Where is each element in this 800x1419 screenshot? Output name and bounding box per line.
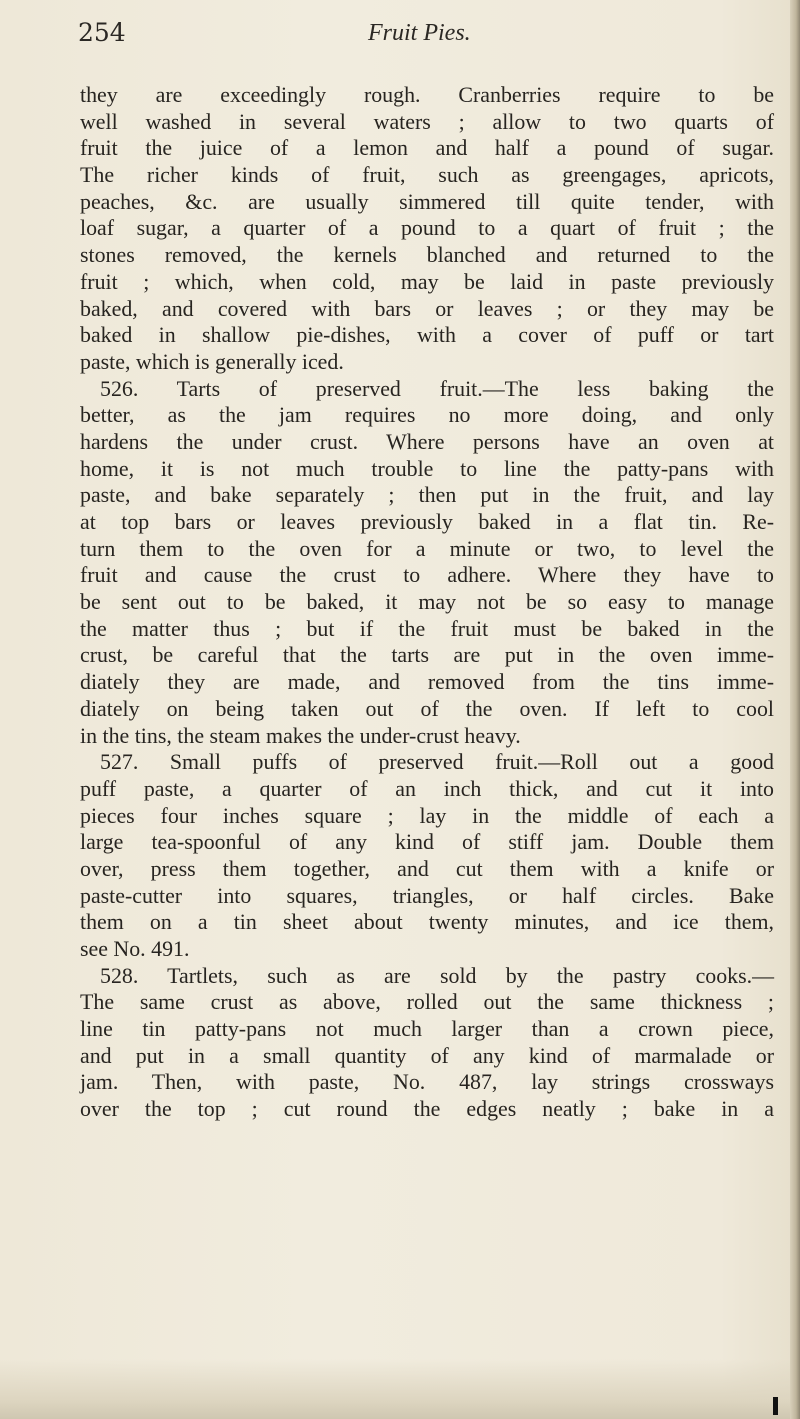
text-line: and put in a small quantity of any kind of marmalade or — [80, 1042, 774, 1068]
text-line: diately on being taken out of the oven. If left to cool — [80, 695, 774, 721]
text-line: baked in shallow pie-dishes, with a cover of puff or tart — [80, 322, 774, 348]
text-line: they are exceedingly rough. Cranberries require to be — [80, 82, 774, 107]
text-line: jam. Then, with paste, No. 487, lay strings crossways — [80, 1069, 774, 1095]
text-line: paste-cutter into squares, triangles, or half circles. Bake — [80, 882, 774, 908]
text-line: over the top ; cut round the edges neatly ; bake in a — [80, 1096, 774, 1122]
text-line: turn them to the oven for a minute or two, to level the — [80, 535, 774, 561]
page-right-edge — [790, 0, 800, 1419]
text-line: paste, and bake separately ; then put in the fruit, and lay — [80, 482, 774, 508]
page-number: 254 — [78, 18, 126, 47]
text-line: line tin patty-pans not much larger than a crown piece, — [80, 1016, 774, 1042]
text-line: paste, which is generally iced. — [80, 348, 344, 374]
page-bottom-shadow — [0, 1359, 800, 1419]
text-line: hardens the under crust. Where persons have an oven at — [80, 428, 774, 454]
text-line: crust, be careful that the tarts are put in the oven imme- — [80, 642, 774, 668]
page-header — [78, 18, 778, 58]
text-line: fruit and cause the crust to adhere. Where they have to — [80, 562, 774, 588]
text-line: baked, and covered with bars or leaves ; or they may be — [80, 295, 774, 321]
running-title: Fruit Pies. — [368, 20, 471, 46]
text-line: well washed in several waters ; allow to two quarts of — [80, 108, 774, 134]
paragraph-heading-528: 528. Tartlets, such as are sold by the pastry cooks.— — [100, 962, 774, 988]
binding-mark — [773, 1397, 778, 1415]
text-line: over, press them together, and cut them with a knife or — [80, 855, 774, 881]
text-line: peaches, &c. are usually simmered till quite tender, with — [80, 188, 774, 214]
text-line: see No. 491. — [80, 936, 190, 961]
text-line: large tea-spoonful of any kind of stiff jam. Double them — [80, 829, 774, 855]
text-line: The same crust as above, rolled out the same thickness ; — [80, 989, 774, 1015]
text-line: better, as the jam requires no more doing, and only — [80, 402, 774, 428]
text-line: at top bars or leaves previously baked in a flat tin. Re- — [80, 509, 774, 534]
text-line: loaf sugar, a quarter of a pound to a quart of fruit ; the — [80, 215, 774, 241]
text-line: them on a tin sheet about twenty minutes, and ice them, — [80, 909, 774, 935]
text-line: the matter thus ; but if the fruit must be baked in the — [80, 615, 774, 641]
text-line: in the tins, the steam makes the under-crust heavy. — [80, 722, 521, 748]
text-line: be sent out to be baked, it may not be so easy to manage — [80, 589, 774, 615]
text-line: home, it is not much trouble to line the patty-pans with — [80, 455, 774, 481]
paragraph-heading-527: 527. Small puffs of preserved fruit.—Roll out a good — [100, 749, 774, 775]
text-line: puff paste, a quarter of an inch thick, and cut it into — [80, 775, 774, 801]
text-line: fruit ; which, when cold, may be laid in paste previously — [80, 268, 774, 294]
text-line: stones removed, the kernels blanched and returned to the — [80, 242, 774, 268]
text-line: pieces four inches square ; lay in the middle of each a — [80, 802, 774, 828]
paragraph-heading-526: 526. Tarts of preserved fruit.—The less baking the — [100, 375, 774, 401]
text-line: fruit the juice of a lemon and half a pound of sugar. — [80, 135, 774, 161]
text-line: The richer kinds of fruit, such as greengages, apricots, — [80, 162, 774, 188]
text-line: diately they are made, and removed from the tins imme- — [80, 669, 774, 695]
body-text — [80, 82, 774, 1123]
